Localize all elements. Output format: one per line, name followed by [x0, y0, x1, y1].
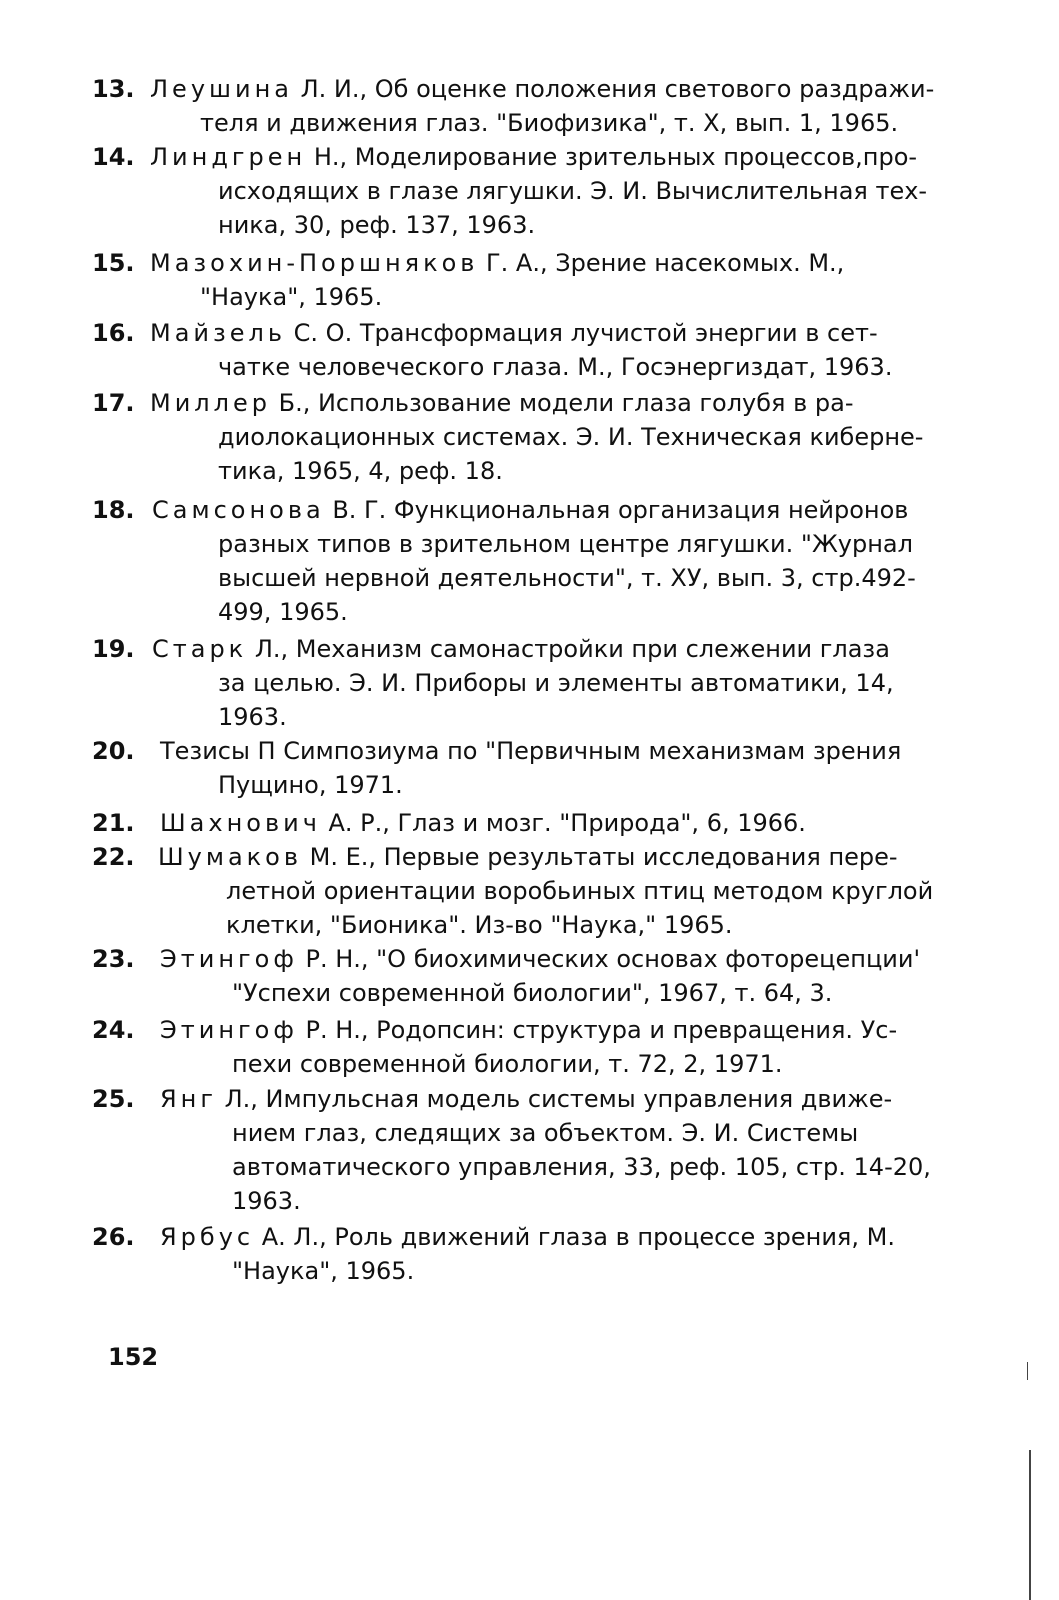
reference-number: 17. — [92, 389, 135, 417]
reference-first-line-text: А. Л., Роль движений глаза в процессе зрения, М. — [254, 1223, 895, 1251]
reference-author: Этингоф — [160, 945, 298, 973]
reference-continuation-line: автоматического управления, 33, реф. 105, стр. 14-20, — [232, 1153, 931, 1181]
reference-author: Линдгрен — [150, 143, 307, 171]
reference-first-line — [160, 942, 920, 976]
reference-author: Шахнович — [160, 809, 321, 837]
reference-continuation-line: 1963. — [232, 1187, 301, 1215]
reference-number: 19. — [92, 635, 135, 663]
reference-author: Самсонова — [152, 496, 325, 524]
reference-continuation-line: тика, 1965, 4, реф. 18. — [218, 457, 503, 485]
reference-first-line-text: А. Р., Глаз и мозг. "Природа", 6, 1966. — [320, 809, 806, 837]
reference-first-line — [160, 1013, 897, 1047]
reference-author: Ярбус — [160, 1223, 255, 1251]
reference-first-line — [152, 493, 908, 527]
reference-number: 25. — [92, 1085, 135, 1113]
reference-first-line — [160, 1082, 892, 1116]
reference-continuation-line: за целью. Э. И. Приборы и элементы автоматики, 14, — [218, 669, 894, 697]
reference-first-line-text: Р. Н., Родопсин: структура и превращения. Ус- — [297, 1016, 898, 1044]
reference-first-line-text: Б., Использование модели глаза голубя в ра- — [270, 389, 854, 417]
reference-first-line — [160, 806, 806, 840]
reference-author: Этингоф — [160, 1016, 298, 1044]
reference-continuation-line: исходящих в глазе лягушки. Э. И. Вычислительная тех- — [218, 177, 928, 205]
reference-continuation-line: ника, 30, реф. 137, 1963. — [218, 211, 536, 239]
reference-number: 26. — [92, 1223, 135, 1251]
reference-author: Старк — [152, 635, 248, 663]
reference-first-line — [150, 72, 934, 106]
reference-number: 16. — [92, 319, 135, 347]
reference-author: Мазохин-Поршняков — [150, 249, 479, 277]
reference-continuation-line: теля и движения глаз. "Биофизика", т. X, вып. 1, 1965. — [200, 109, 899, 137]
reference-first-line-text: М. Е., Первые результаты исследования пере- — [302, 843, 898, 871]
reference-number: 15. — [92, 249, 135, 277]
reference-continuation-line: клетки, "Бионика". Из-во "Наука," 1965. — [226, 911, 733, 939]
reference-first-line — [150, 316, 878, 350]
reference-number: 20. — [92, 737, 135, 765]
reference-number: 23. — [92, 945, 135, 973]
reference-first-line-text: Г. А., Зрение насекомых. М., — [478, 249, 845, 277]
reference-first-line — [150, 140, 917, 174]
reference-number: 21. — [92, 809, 135, 837]
reference-author: Миллер — [150, 389, 271, 417]
reference-continuation-line: разных типов в зрительном центре лягушки. "Журнал — [218, 530, 913, 558]
reference-number: 18. — [92, 496, 135, 524]
reference-first-line — [160, 734, 901, 768]
reference-first-line-text: В. Г. Функциональная организация нейронов — [324, 496, 909, 524]
reference-first-line — [150, 246, 844, 280]
reference-continuation-line: 1963. — [218, 703, 287, 731]
reference-continuation-line: диолокационных системах. Э. И. Техническая киберне- — [218, 423, 924, 451]
reference-continuation-line: летной ориентации воробьиных птиц методом круглой — [226, 877, 934, 905]
reference-continuation-line: чатке человеческого глаза. М., Госэнергиздат, 1963. — [218, 353, 893, 381]
reference-author: Леушина — [150, 75, 293, 103]
reference-number: 13. — [92, 75, 135, 103]
reference-first-line — [160, 1220, 895, 1254]
reference-first-line-text: Л. И., Об оценке положения светового раздражи- — [292, 75, 935, 103]
reference-continuation-line: нием глаз, следящих за объектом. Э. И. Системы — [232, 1119, 859, 1147]
reference-author: Шумаков — [158, 843, 303, 871]
reference-author: Янг — [160, 1085, 217, 1113]
reference-first-line-text: Л., Механизм самонастройки при слежении глаза — [247, 635, 890, 663]
reference-number: 24. — [92, 1016, 135, 1044]
reference-continuation-line: Пущино, 1971. — [218, 771, 403, 799]
scan-edge-mark — [1029, 1450, 1031, 1600]
reference-number: 22. — [92, 843, 135, 871]
reference-continuation-line: высшей нервной деятельности", т. ХУ, вып. 3, стр.492- — [218, 564, 916, 592]
reference-author: Майзель — [150, 319, 287, 347]
reference-continuation-line: 499, 1965. — [218, 598, 348, 626]
page-number: 152 — [108, 1343, 159, 1371]
reference-continuation-line: "Наука", 1965. — [200, 283, 383, 311]
reference-number: 14. — [92, 143, 135, 171]
reference-continuation-line: пехи современной биологии, т. 72, 2, 1971. — [232, 1050, 783, 1078]
reference-first-line-text: Р. Н., "О биохимических основах фоторецепции' — [297, 945, 921, 973]
reference-first-line — [158, 840, 898, 874]
reference-first-line-text: Тезисы П Симпозиума по "Первичным механизмам зрения — [160, 737, 902, 765]
scan-edge-mark — [1027, 1362, 1028, 1380]
reference-first-line-text: Л., Импульсная модель системы управления движе- — [216, 1085, 893, 1113]
reference-first-line-text: Н., Моделирование зрительных процессов,про- — [306, 143, 918, 171]
reference-continuation-line: "Наука", 1965. — [232, 1257, 415, 1285]
reference-first-line-text: С. О. Трансформация лучистой энергии в сет- — [286, 319, 878, 347]
reference-continuation-line: "Успехи современной биологии", 1967, т. 64, 3. — [232, 979, 833, 1007]
reference-first-line — [150, 386, 854, 420]
reference-first-line — [152, 632, 890, 666]
